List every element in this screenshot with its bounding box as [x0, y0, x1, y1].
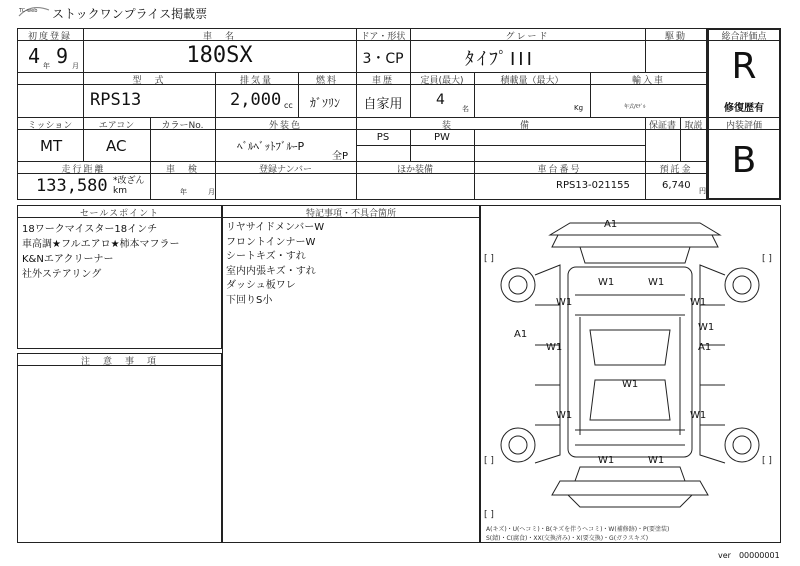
mark-w1: W1: [698, 322, 715, 333]
import-model-note: 年式/ﾓﾃﾞﾙ: [624, 104, 646, 110]
mark-w1: W1: [622, 379, 639, 390]
legend-line-1: A(キズ)・U(ヘコミ)・B(キズを伴うヘコミ)・W(補修跡)・P(要塗装): [486, 526, 670, 533]
deposit: 6,740: [662, 180, 691, 191]
special-notes-label: 特記事項・不具合箇所: [305, 209, 396, 219]
mission: MT: [40, 137, 63, 155]
grade-label: グレード: [505, 32, 550, 42]
inspection-year-unit: 年: [180, 188, 187, 196]
list-item: ダッシュ板ワレ: [226, 280, 296, 291]
capacity: 4: [436, 92, 445, 108]
deposit-label: 預託金: [659, 165, 693, 175]
list-item: 室内内張キズ・すれ: [226, 265, 316, 277]
drive-label: 駆動: [664, 32, 687, 42]
car-name: 180SX: [186, 43, 253, 68]
mark-w1: W1: [546, 342, 563, 353]
aircon: AC: [106, 137, 127, 155]
mileage-unit: km: [113, 186, 127, 196]
notes-label: 注 意 事 項: [80, 357, 158, 367]
mileage: 133,580: [36, 176, 108, 196]
grade: ﾀｲﾌﾟIII: [465, 49, 535, 70]
displacement: 2,000: [230, 90, 282, 110]
first-reg-label: 初度登録: [27, 32, 72, 42]
mark-w1: W1: [556, 410, 573, 421]
mark-w1: W1: [690, 410, 707, 421]
sales-points-label: セールスポイント: [79, 209, 160, 219]
sales-points-list: [22, 222, 180, 282]
chassis-no-label: 車台番号: [537, 165, 582, 175]
model-label: 型 式: [132, 76, 166, 86]
equipment-pw: PW: [434, 132, 450, 143]
warranty-label: 保証書: [648, 121, 676, 131]
mark-w1: W1: [648, 277, 665, 288]
interior-score: B: [731, 140, 757, 181]
list-item: 18ワークマイスター18インチ: [22, 224, 158, 235]
load-label: 積載量（最大）: [500, 76, 564, 86]
mileage-label: 走行距離: [61, 165, 106, 175]
equipment-ps: PS: [376, 132, 390, 143]
car-name-label: 車 名: [202, 32, 236, 42]
year-unit: 年: [43, 62, 50, 70]
bracket: [ ]: [762, 456, 772, 466]
notes-box: [17, 353, 222, 543]
chassis-no: RPS13-021155: [556, 180, 630, 191]
overall-score: R: [731, 46, 757, 87]
equipment-label: 装 備: [441, 121, 559, 131]
first-reg-month: 9: [56, 44, 69, 68]
history-label: 車歴: [371, 76, 394, 86]
other-equipment-label: ほか装備: [396, 165, 433, 175]
list-item: 下回りS小: [226, 294, 273, 306]
list-item: K&Nエアクリーナー: [22, 254, 114, 265]
exterior-color: ﾍﾞﾙﾍﾞｯﾄﾌﾞﾙｰP: [237, 140, 305, 153]
model: RPS13: [90, 90, 142, 110]
bracket: [ ]: [484, 456, 494, 466]
list-item: シートキズ・すれ: [226, 251, 306, 262]
manual-label: 取説: [684, 121, 703, 131]
door-type-label: ドア・形状: [360, 32, 406, 42]
aircon-label: エアコン: [98, 121, 135, 131]
legend-line-2: S(錆)・C(腐食)・XX(交換済み)・X(要交換)・G(ガラスキズ): [486, 535, 649, 542]
mark-w1: W1: [598, 455, 615, 466]
mark-w1: W1: [648, 455, 665, 466]
capacity-label: 定員(最大): [420, 76, 464, 86]
page-title: ストックワンプライス掲載票: [52, 7, 208, 21]
history: 自家用: [363, 97, 403, 112]
import-label: 輸入車: [631, 76, 665, 86]
inspection-label: 車 検: [165, 165, 199, 175]
mark-right-a1: A1: [698, 342, 712, 353]
load-unit: Kg: [574, 104, 584, 112]
bracket: [ ]: [484, 510, 494, 520]
list-item: リヤサイドメンバーW: [226, 222, 325, 233]
mileage-note: *改ざん: [113, 176, 145, 186]
mark-top-a1: A1: [604, 219, 618, 230]
exterior-color-label: 外装色: [268, 121, 302, 131]
mark-w1: W1: [598, 277, 615, 288]
first-reg-year: 4: [28, 44, 41, 68]
mission-label: ミッション: [27, 121, 73, 131]
fuel-label: 燃料: [315, 76, 338, 86]
list-item: 車高調★フルエアロ★柿本マフラー: [22, 239, 180, 250]
mark-left-a1: A1: [514, 329, 528, 340]
repair-history: 修復歴有: [724, 103, 764, 114]
logo: [17, 4, 47, 16]
bracket: [ ]: [484, 254, 494, 264]
displacement-label: 排気量: [239, 76, 273, 86]
door-type: 3・CP: [362, 51, 404, 67]
mark-w1: W1: [556, 297, 573, 308]
capacity-unit: 名: [462, 105, 469, 113]
list-item: フロントインナーW: [226, 236, 316, 248]
special-notes-list: [226, 221, 324, 308]
car-damage-diagram: [480, 205, 781, 543]
cc-unit: cc: [284, 101, 293, 110]
logo-text: TC-web: [19, 8, 38, 14]
deposit-unit: 円: [699, 187, 706, 195]
fuel: ｶﾞｿﾘﾝ: [310, 96, 341, 110]
color-no-label: カラーNo.: [161, 121, 204, 131]
list-item: 社外ステアリング: [22, 269, 102, 280]
overall-label: 総合評価点: [721, 32, 767, 42]
month-unit: 月: [72, 62, 79, 70]
mark-w1: W1: [690, 297, 707, 308]
interior-label: 内装評価: [725, 121, 762, 131]
bracket: [ ]: [762, 254, 772, 264]
inspection-month-unit: 月: [208, 188, 215, 196]
reg-number-label: 登録ナンバー: [259, 165, 312, 175]
all-paint: 全P: [332, 151, 349, 162]
version: ver 00000001: [718, 551, 780, 560]
